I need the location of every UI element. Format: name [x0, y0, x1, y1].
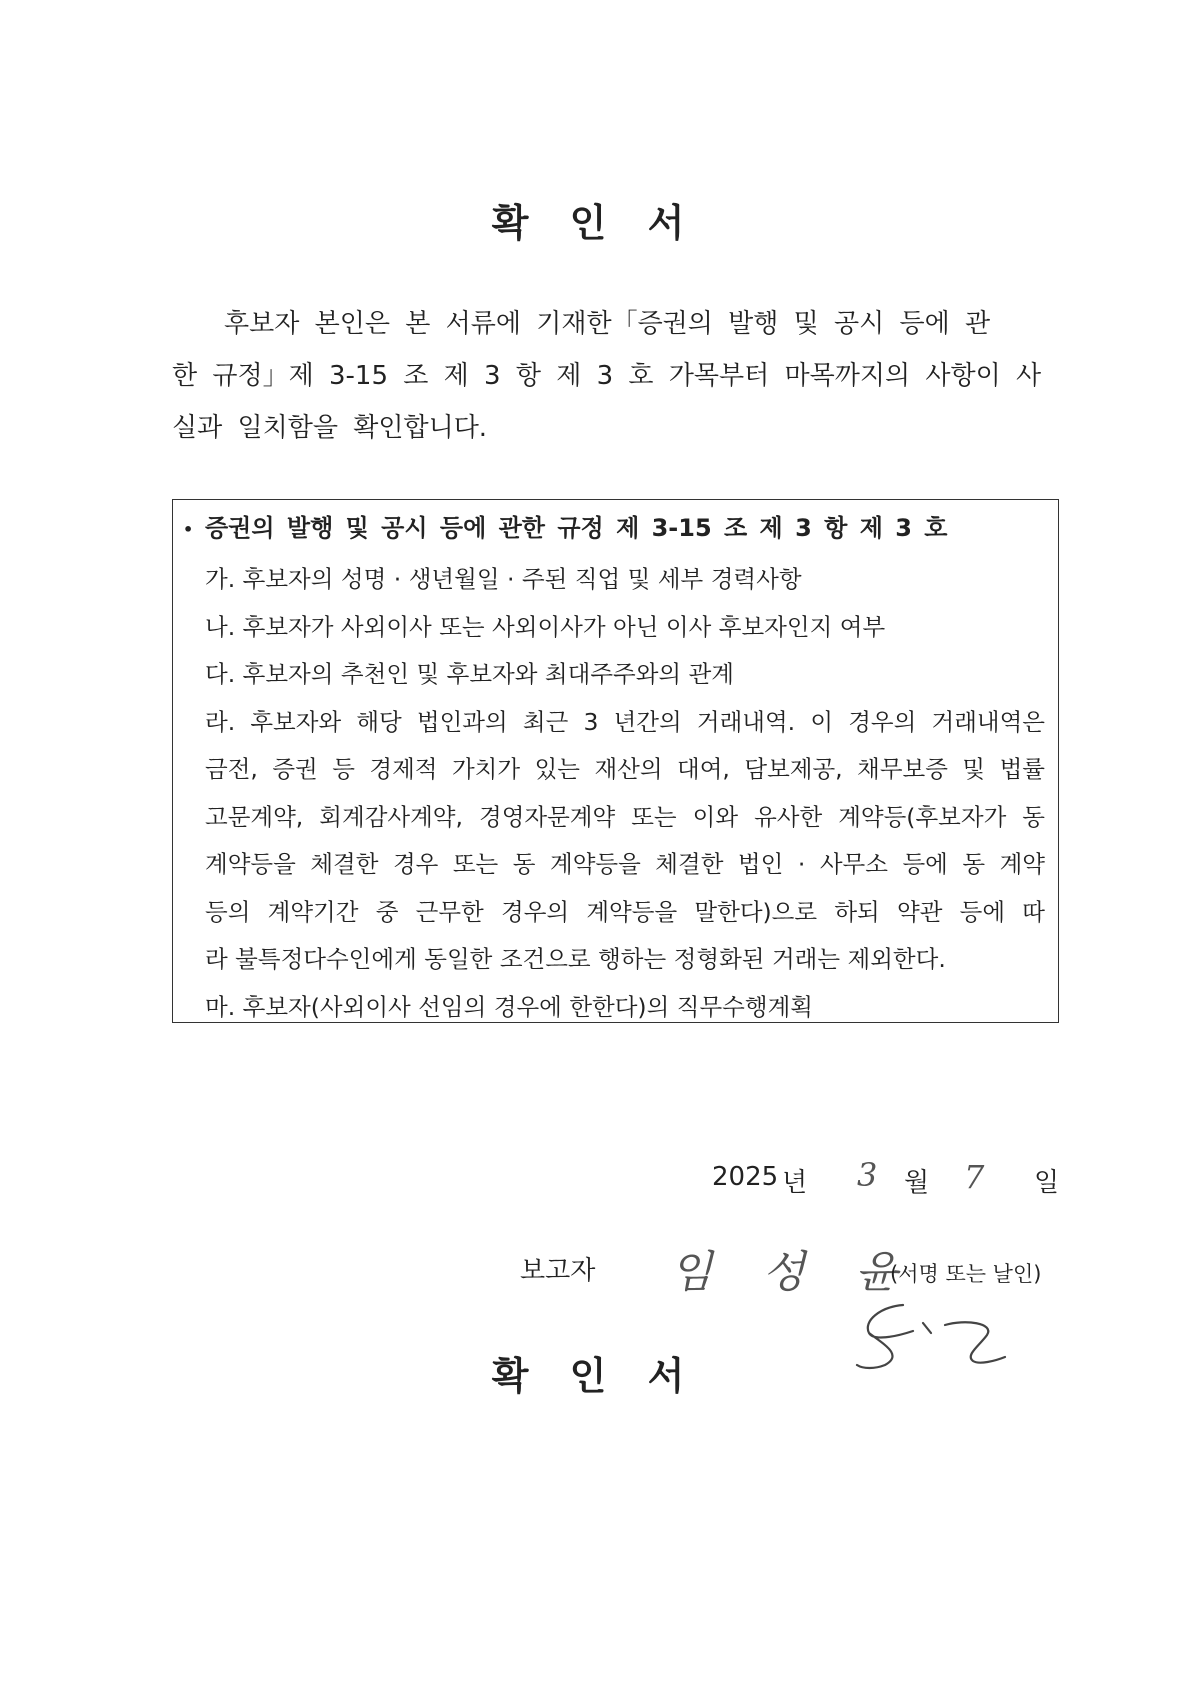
intro-line: 실과 일치함을 확인합니다.	[172, 413, 488, 443]
regulation-items	[205, 556, 1045, 1031]
regulation-box	[172, 499, 1059, 1023]
intro-paragraph	[172, 298, 1062, 454]
signed-name: 임 성 윤	[670, 1247, 916, 1298]
signature-note: (서명 또는 날인)	[890, 1262, 1042, 1286]
item-line: 나. 후보자가 사외이사 또는 사외이사가 아닌 이사 후보자인지 여부	[205, 612, 886, 641]
item-line: 가. 후보자의 성명 · 생년월일 · 주된 직업 및 세부 경력사항	[205, 565, 802, 593]
regulation-heading-text: 증권의 발행 및 공시 등에 관한 규정 제 3-15 조 제 3 항 제 3 호	[205, 514, 948, 542]
bullet-icon: •	[183, 519, 194, 539]
date-month: 3	[857, 1156, 878, 1194]
footer-title: 확 인 서	[491, 1354, 699, 1398]
item-line: 라. 후보자와 해당 법인과의 최근 3 년간의 거래내역. 이 경우의 거래내역은	[205, 707, 1045, 736]
date-day-unit: 일	[1034, 1168, 1060, 1198]
reporter-label: 보고자	[520, 1256, 596, 1286]
item-line: 등의 계약기간 중 근무한 경우의 계약등을 말한다)으로 하되 약관 등에 따	[205, 897, 1045, 926]
item-line: 고문계약, 회계감사계약, 경영자문계약 또는 이와 유사한 계약등(후보자가 동	[205, 802, 1045, 831]
document-title: 확 인 서	[491, 201, 699, 245]
intro-line: 후보자 본인은 본 서류에 기재한「증권의 발행 및 공시 등에 관	[224, 309, 991, 339]
item-line: 라 불특정다수인에게 동일한 조건으로 행하는 정형화된 거래는 제외한다.	[205, 945, 946, 973]
date-year-unit: 년	[782, 1168, 808, 1198]
date-year: 2025	[712, 1162, 779, 1192]
item-line: 마. 후보자(사외이사 선임의 경우에 한한다)의 직무수행계획	[205, 992, 813, 1021]
item-line: 다. 후보자의 추천인 및 후보자와 최대주주와의 관계	[205, 660, 735, 688]
intro-line: 한 규정」제 3-15 조 제 3 항 제 3 호 가목부터 마목까지의 사항이 사	[172, 361, 1042, 391]
date-line	[712, 1154, 1062, 1202]
date-day: 7	[964, 1158, 985, 1196]
item-line: 금전, 증권 등 경제적 가치가 있는 재산의 대여, 담보제공, 채무보증 및 법률	[205, 755, 1045, 783]
date-month-unit: 월	[904, 1168, 930, 1198]
regulation-heading	[183, 508, 947, 543]
item-line: 계약등을 체결한 경우 또는 동 계약등을 체결한 법인 · 사무소 등에 동 계약	[205, 850, 1045, 878]
